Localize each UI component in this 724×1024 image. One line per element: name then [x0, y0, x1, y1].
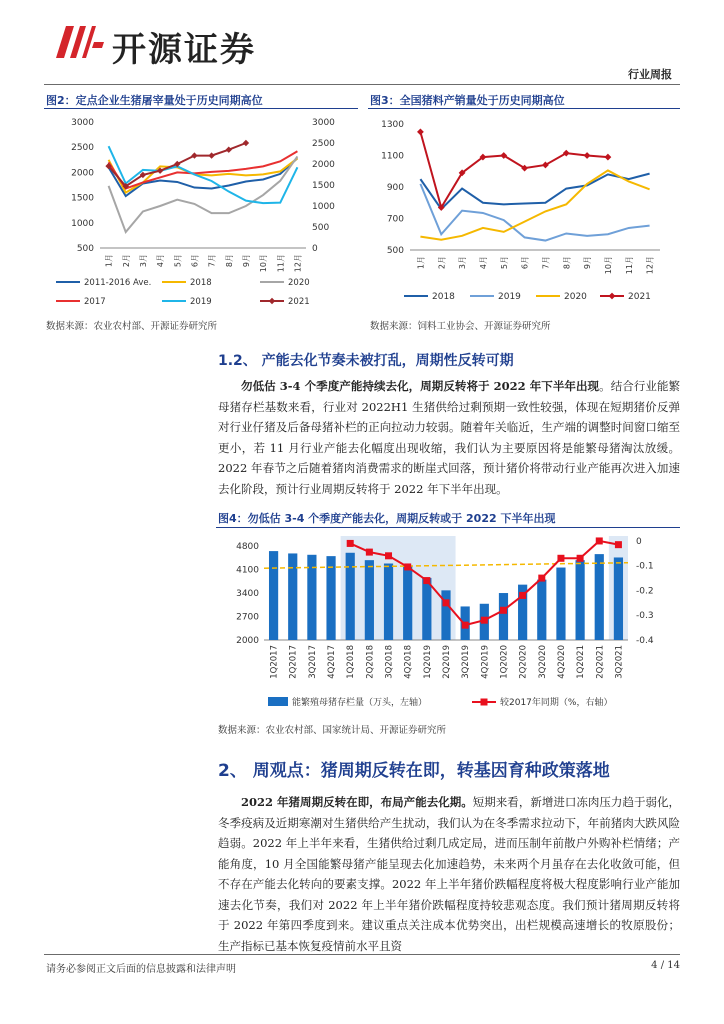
fig4-yleft-tick-1: 2700 [236, 612, 259, 623]
fig3-x-tick-10: 11月 [624, 256, 634, 275]
fig3-x-tick-8: 9月 [583, 256, 593, 270]
fig4-x-tick-5: 2Q2018 [365, 645, 376, 679]
fig3-y-tick-2: 900 [386, 183, 404, 193]
fig2-yleft-tick-1: 1000 [71, 218, 94, 229]
fig3-chart [368, 112, 680, 312]
fig4-x-tick-7: 4Q2018 [403, 645, 414, 679]
fig4-yoy-point-9 [519, 592, 526, 599]
fig3-series-line-0 [420, 174, 649, 209]
fig2-series-5-point-8 [243, 140, 249, 146]
section12-body: 。结合行业能繁母猪存栏基数来看，行业对 2022H1 生猪供给过剩预期一致性较强，体现在短期猪价反弹对行业仔猪及后备母猪补栏的正向拉动力较弱。随着年关临近，生产端的调整时间窗口缩至更小，若 11 月行业产能去化幅度出现收缩，我们认为主要原因将是能繁母猪淘汰放缓。2022 年春节之后随着猪肉消费需求的断崖式回落，预计猪价将带动行业产能再次进入加速去化阶段，预计行业周期反转将于 2022 年下半年出现。 [218, 379, 681, 496]
fig3-x-tick-11: 12月 [645, 256, 655, 275]
fig4-legend-label-1: 较2017年同期（%，右轴） [500, 698, 613, 708]
logo-text: 开源证券 [112, 30, 256, 70]
fig3-y-tick-1: 700 [386, 214, 404, 225]
fig2-x-tick-9: 10月 [259, 254, 269, 273]
fig2-yleft-tick-3: 2000 [71, 168, 94, 179]
section12-heading: 1.2、 产能去化节奏未被打乱，周期性反转可期 [218, 353, 514, 369]
fig4-yoy-point-12 [577, 555, 584, 562]
fig3-legend-label-1: 2019 [498, 292, 521, 302]
fig4-x-tick-2: 3Q2017 [307, 645, 318, 679]
fig3-x-tick-3: 4月 [478, 256, 488, 270]
brand-logo [52, 20, 112, 64]
fig4-yoy-point-5 [443, 599, 450, 606]
report-type: 行业周报 [628, 68, 672, 81]
fig3-y-tick-4: 1300 [381, 120, 404, 130]
fig3-x-tick-7: 8月 [562, 256, 572, 270]
fig3-legend-label-0: 2018 [432, 292, 455, 302]
section2-lead: 2022 年猪周期反转在即，布局产能去化期。 [241, 795, 473, 809]
fig2-legend-label-0: 2011-2016 Ave. [84, 278, 152, 288]
fig4-x-tick-10: 3Q2019 [461, 645, 472, 679]
fig4-x-tick-15: 4Q2020 [556, 645, 567, 679]
fig4-yleft-tick-2: 3400 [236, 589, 259, 600]
fig4-chart [216, 530, 680, 716]
section2-body: 短期来看，新增进口冻肉压力趋于弱化，冬季疫病及近期寒潮对生猪供给产生扰动，我们认为在冬季需求拉动下，年前猪肉大跌风险趋弱。2022 年上半年来看，生猪供给过剩几成定局，进而压制年前散户外购补栏情绪；产能角度，10 月全国能繁母猪产能呈现去化加速趋势，未来两个月虽存在去化收敛可能，但不存在产能去化转向的要素支撑。2022 年上半年猪价跌幅程度将极大程度影响行业产能加速去化节奏，我们对 2022 年上半年猪价跌幅程度持较悲观态度。我们预计猪周期反转将于 2022 年第四季度到来。建议重点关注成本优势突出，出栏规模高速增长的牧原股份；生产指标已基本恢复疫情前水平且资 [218, 795, 680, 953]
footer-rule [44, 954, 680, 955]
fig4-yoy-point-4 [423, 577, 430, 584]
fig4-source: 数据来源：农业农村部、国家统计局、开源证券研究所 [218, 725, 447, 736]
fig2-yright-tick-6: 3000 [312, 118, 335, 128]
fig4-yoy-point-11 [557, 555, 564, 562]
fig2-x-tick-0: 1月 [104, 254, 114, 268]
fig4-x-tick-6: 3Q2018 [384, 645, 395, 679]
fig3-series-3-point-0 [417, 128, 424, 135]
fig4-x-tick-3: 4Q2017 [327, 645, 338, 679]
fig4-x-tick-13: 2Q2020 [518, 645, 529, 679]
fig3-series-line-1 [420, 184, 649, 241]
fig4-yleft-tick-0: 2000 [236, 636, 259, 646]
fig2-series-5-point-6 [208, 152, 214, 158]
fig2-yleft-tick-0: 500 [76, 244, 94, 254]
fig2-series-5-point-7 [226, 147, 232, 153]
fig2-source: 数据来源：农业农村部、开源证券研究所 [46, 321, 218, 332]
fig3-x-tick-0: 1月 [416, 256, 426, 270]
fig4-yoy-point-10 [538, 575, 545, 582]
fig4-bar-5 [365, 560, 374, 640]
fig4-x-tick-0: 1Q2017 [269, 645, 280, 679]
fig2-x-tick-3: 4月 [156, 254, 166, 268]
fig2-yright-tick-1: 500 [312, 223, 330, 233]
fig2-yright-tick-4: 2000 [312, 160, 335, 170]
fig4-legend-swatch-0 [268, 697, 288, 706]
fig2-x-tick-10: 11月 [276, 254, 286, 273]
fig2-legend-label-4: 2019 [190, 297, 212, 307]
fig4-yoy-point-7 [481, 617, 488, 624]
fig4-yoy-point-8 [500, 607, 507, 614]
page-number: 4 / 14 [651, 960, 680, 971]
fig4-x-tick-1: 2Q2017 [288, 645, 299, 679]
fig4-yleft-tick-3: 4100 [236, 565, 259, 576]
logo-mark-icon [52, 20, 112, 64]
fig3-legend-label-3: 2021 [628, 292, 651, 302]
fig2-title: 图2：定点企业生猪屠宰量处于历史同期高位 [46, 94, 263, 107]
fig2-series-line-2 [109, 156, 298, 232]
fig3-x-tick-9: 10月 [603, 256, 613, 275]
section2-paragraph [218, 792, 680, 953]
fig3-y-tick-3: 1100 [381, 151, 404, 162]
fig4-bar-6 [384, 564, 393, 640]
fig2-x-tick-1: 2月 [121, 254, 131, 268]
fig2-series-5-point-5 [191, 152, 197, 158]
fig4-title: 图4：勿低估 3-4 个季度产能去化，周期反转或于 2022 下半年出现 [218, 512, 556, 525]
fig2-x-tick-5: 6月 [190, 254, 200, 268]
fig4-x-tick-16: 1Q2021 [576, 645, 587, 679]
fig2-legend-label-5: 2021 [288, 297, 310, 307]
fig3-series-line-3 [420, 132, 608, 208]
fig2-yleft-tick-5: 3000 [71, 118, 94, 128]
fig4-legend-label-0: 能繁殖母猪存栏量（万头，左轴） [292, 698, 428, 708]
fig4-shade-decline [341, 536, 456, 640]
fig4-bar-0 [269, 551, 278, 640]
fig2-yright-tick-5: 2500 [312, 139, 335, 149]
fig4-yright-tick-1: -0.1 [636, 561, 654, 572]
fig4-yoy-point-13 [596, 537, 603, 544]
fig3-source: 数据来源：饲料工业协会、开源证券研究所 [370, 321, 551, 332]
fig4-yright-tick-2: -0.2 [636, 586, 654, 597]
fig4-x-tick-14: 3Q2020 [537, 645, 548, 679]
fig4-title-rule [216, 527, 680, 528]
fig2-yright-tick-2: 1000 [312, 202, 335, 212]
fig2-x-tick-4: 5月 [173, 254, 183, 268]
section2-heading: 2、 周观点：猪周期反转在即，转基因育种政策落地 [218, 761, 610, 781]
fig3-title: 图3：全国猪料产销量处于历史同期高位 [370, 94, 565, 107]
fig3-title-rule [368, 108, 680, 109]
fig2-yleft-tick-4: 2500 [71, 143, 94, 154]
fig4-x-tick-4: 1Q2018 [346, 645, 357, 679]
fig4-x-tick-11: 4Q2019 [480, 645, 491, 679]
section12-lead: 勿低估 3-4 个季度产能持续去化，周期反转将于 2022 年下半年出现 [241, 379, 600, 393]
fig2-yright-tick-0: 0 [312, 244, 318, 254]
fig3-series-3-point-9 [605, 154, 612, 161]
fig4-yoy-point-6 [462, 622, 469, 629]
fig4-bar-17 [595, 554, 604, 640]
fig3-x-tick-4: 5月 [499, 256, 509, 270]
fig4-yoy-point-2 [385, 552, 392, 559]
fig4-yright-tick-0: 0 [636, 536, 642, 547]
fig4-bar-14 [537, 580, 546, 640]
fig2-chart [44, 112, 360, 312]
fig2-yleft-tick-2: 1500 [71, 193, 94, 204]
fig4-bar-1 [288, 553, 297, 640]
fig4-yoy-point-14 [615, 541, 622, 548]
fig4-x-tick-8: 1Q2019 [422, 645, 433, 679]
fig4-bar-7 [403, 566, 412, 640]
fig3-x-tick-6: 7月 [541, 256, 551, 270]
fig3-x-tick-2: 3月 [458, 256, 468, 270]
fig3-y-tick-0: 500 [386, 246, 404, 256]
fig2-legend-label-1: 2018 [190, 278, 212, 288]
fig3-legend-label-2: 2020 [564, 292, 587, 302]
fig2-x-tick-6: 7月 [207, 254, 217, 268]
fig4-legend-marker-1 [481, 699, 488, 706]
fig4-bar-3 [326, 556, 335, 640]
fig4-bar-12 [499, 593, 508, 640]
fig2-title-rule [44, 108, 358, 109]
fig4-yright-tick-3: -0.3 [636, 611, 654, 622]
fig2-legend-label-2: 2020 [288, 278, 310, 288]
fig2-legend-label-3: 2017 [84, 297, 106, 307]
fig4-bar-8 [422, 578, 431, 640]
fig3-series-line-2 [420, 170, 649, 239]
fig4-x-tick-17: 2Q2021 [595, 645, 606, 679]
header-rule [44, 84, 680, 85]
fig3-series-3-point-8 [584, 152, 591, 159]
fig4-x-tick-12: 1Q2020 [499, 645, 510, 679]
fig2-legend-marker-5 [269, 298, 275, 304]
fig2-x-tick-2: 3月 [138, 254, 148, 268]
fig2-x-tick-11: 12月 [293, 254, 303, 273]
section12-paragraph [218, 376, 680, 499]
fig3-legend-marker-3 [609, 293, 616, 300]
fig4-bar-16 [576, 560, 585, 640]
fig3-x-tick-5: 6月 [520, 256, 530, 270]
fig2-yright-tick-3: 1500 [312, 181, 335, 191]
fig4-bar-18 [614, 557, 623, 640]
fig4-bar-15 [556, 568, 565, 640]
fig4-bar-4 [346, 553, 355, 640]
fig4-x-tick-9: 2Q2019 [442, 645, 452, 679]
fig4-yoy-point-0 [347, 540, 354, 547]
fig4-yright-tick-4: -0.4 [636, 636, 654, 646]
fig4-yleft-tick-4: 4800 [236, 542, 259, 553]
fig2-series-line-3 [109, 151, 298, 188]
fig3-x-tick-1: 2月 [437, 256, 447, 270]
fig4-yoy-point-1 [366, 549, 373, 556]
fig4-x-tick-18: 3Q2021 [614, 645, 625, 679]
footer-disclaimer: 请务必参阅正文后面的信息披露和法律声明 [46, 964, 236, 975]
fig2-x-tick-7: 8月 [224, 254, 234, 268]
fig2-x-tick-8: 9月 [241, 254, 251, 268]
fig4-yoy-point-3 [404, 563, 411, 570]
